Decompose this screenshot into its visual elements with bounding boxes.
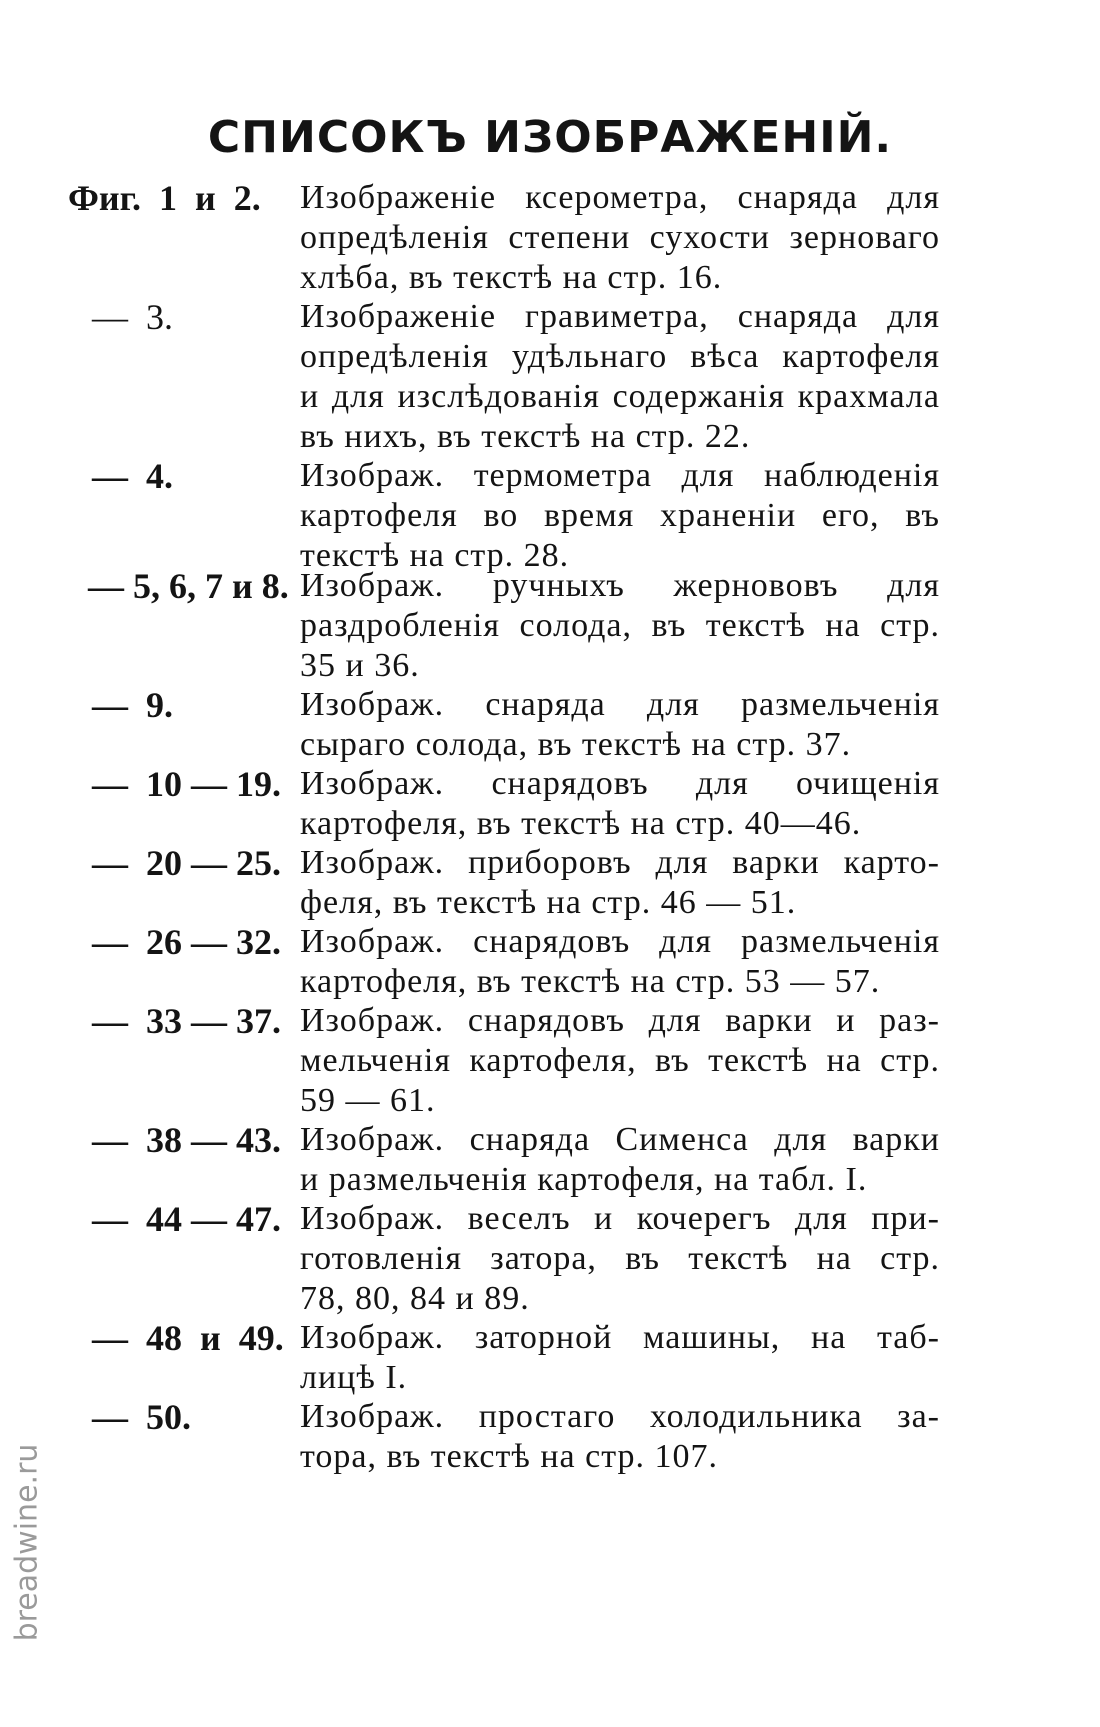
description-line: Изображ. ручныхъ жернововъ для bbox=[300, 567, 940, 604]
description-line: картофеля, въ текстѣ на стр. 40—46. bbox=[300, 805, 862, 842]
description-line: Изображ. приборовъ для варки карто- bbox=[300, 844, 940, 881]
figure-number: — 44 — 47. bbox=[92, 1199, 281, 1239]
figure-description bbox=[300, 685, 940, 765]
description-line: текстѣ на стр. 28. bbox=[300, 537, 570, 574]
figure-description bbox=[300, 1120, 940, 1200]
figure-number: — 4. bbox=[92, 456, 173, 496]
figure-description bbox=[300, 178, 940, 298]
description-line: и размельченiя картофеля, на табл. I. bbox=[300, 1161, 868, 1198]
figure-description bbox=[300, 456, 940, 576]
figure-number: — 38 — 43. bbox=[92, 1120, 281, 1160]
description-line: лицѣ I. bbox=[300, 1359, 408, 1396]
figure-description bbox=[300, 843, 940, 923]
figure-description bbox=[300, 764, 940, 844]
figure-description bbox=[300, 297, 940, 457]
description-line: Изображ. простаго холодильника за- bbox=[300, 1398, 940, 1435]
description-line: картофеля, въ текстѣ на стр. 53 — 57. bbox=[300, 963, 881, 1000]
description-line: Изображ. веселъ и кочерегъ для при- bbox=[300, 1200, 940, 1237]
description-line: Изображ. снарядовъ для варки и раз- bbox=[300, 1002, 940, 1039]
figure-number: — 20 — 25. bbox=[92, 843, 281, 883]
description-line: Изображ. снаряда Сименса для варки bbox=[300, 1121, 940, 1158]
figure-number: Фиг. 1 и 2. bbox=[68, 178, 261, 218]
figure-number: — 9. bbox=[92, 685, 173, 725]
watermark bbox=[8, 1372, 46, 1712]
description-line: феля, въ текстѣ на стр. 46 — 51. bbox=[300, 884, 797, 921]
watermark-text: breadwine.ru bbox=[9, 1443, 45, 1641]
figure-number: — 50. bbox=[92, 1397, 191, 1437]
description-line: раздробленiя солода, въ текстѣ на стр. bbox=[300, 607, 940, 644]
description-line: сыраго солода, въ текстѣ на стр. 37. bbox=[300, 726, 852, 763]
description-line: тора, въ текстѣ на стр. 107. bbox=[300, 1438, 718, 1475]
description-line: готовленiя затора, въ текстѣ на стр. bbox=[300, 1240, 940, 1277]
description-line: 59 — 61. bbox=[300, 1082, 436, 1119]
description-line: 35 и 36. bbox=[300, 647, 420, 684]
description-line: опредѣленiя степени сухости зерноваго bbox=[300, 219, 940, 256]
figure-description bbox=[300, 566, 940, 686]
description-line: мельченiя картофеля, въ текстѣ на стр. bbox=[300, 1042, 940, 1079]
figure-number: — 10 — 19. bbox=[92, 764, 281, 804]
description-line: Изображ. снарядовъ для размельченiя bbox=[300, 923, 940, 960]
figure-description bbox=[300, 1001, 940, 1121]
figure-number: — 5, 6, 7 и 8. bbox=[88, 566, 289, 606]
figure-description bbox=[300, 922, 940, 1002]
description-line: Изображенiе гравиметра, снаряда для bbox=[300, 298, 940, 335]
description-line: картофеля во время храненiи его, въ bbox=[300, 497, 940, 534]
description-line: 78, 80, 84 и 89. bbox=[300, 1280, 530, 1317]
description-line: Изображ. термометра для наблюденiя bbox=[300, 457, 940, 494]
description-line: Изображ. заторной машины, на таб- bbox=[300, 1319, 940, 1356]
description-line: Изображенiе ксерометра, снаряда для bbox=[300, 179, 940, 216]
description-line: хлѣба, въ текстѣ на стр. 16. bbox=[300, 259, 723, 296]
description-line: опредѣленiя удѣльнаго вѣса картофеля bbox=[300, 338, 940, 375]
page-title: СПИСОКЪ ИЗОБРАЖЕНIЙ. bbox=[207, 112, 893, 163]
figure-number: — 33 — 37. bbox=[92, 1001, 281, 1041]
figure-description bbox=[300, 1199, 940, 1319]
description-line: и для изслѣдованiя содержанiя крахмала bbox=[300, 378, 940, 415]
description-line: Изображ. снарядовъ для очищенiя bbox=[300, 765, 940, 802]
figure-description bbox=[300, 1397, 940, 1477]
figure-description bbox=[300, 1318, 940, 1398]
description-line: Изображ. снаряда для размельченiя bbox=[300, 686, 940, 723]
figure-number: — 48 и 49. bbox=[92, 1318, 284, 1358]
description-line: въ нихъ, въ текстѣ на стр. 22. bbox=[300, 418, 751, 455]
figure-number: — 26 — 32. bbox=[92, 922, 281, 962]
figure-number: — 3. bbox=[92, 297, 173, 337]
